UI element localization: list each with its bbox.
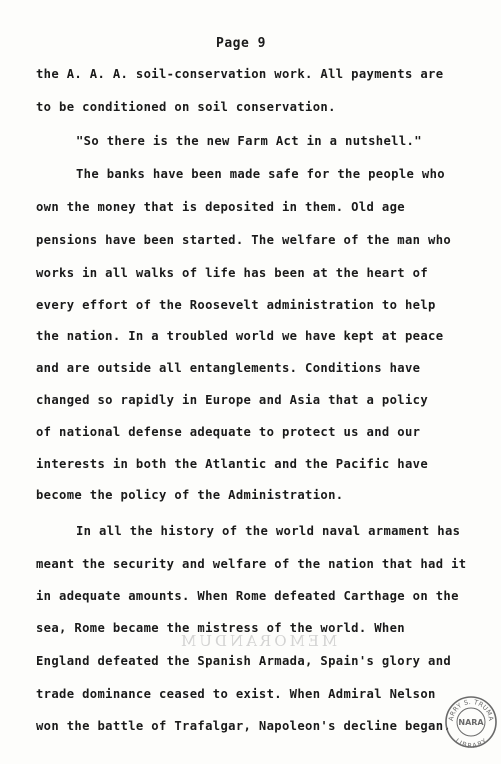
stamp-top-text: ARRY S. TRUMA — [446, 697, 496, 722]
page-number: Page 9 — [216, 36, 266, 51]
text-line: trade dominance ceased to exist. When Admiral Nelson — [36, 687, 436, 701]
text-line: of national defense adequate to protect us and our — [36, 425, 421, 439]
text-line: meant the security and welfare of the nation that had it — [36, 557, 467, 571]
text-line: won the battle of Trafalgar, Napoleon's decline began. — [36, 719, 452, 733]
stamp-center-text: NARA — [458, 718, 484, 727]
text-line: The banks have been made safe for the people who — [76, 167, 445, 181]
library-seal-icon — [444, 695, 498, 749]
text-line: works in all walks of life has been at the heart of — [36, 266, 429, 280]
text-line: England defeated the Spanish Armada, Spain's glory and — [36, 654, 452, 668]
text-line: In all the history of the world naval armament has — [76, 524, 461, 538]
text-line: pensions have been started. The welfare of the man who — [36, 233, 452, 247]
text-line: to be conditioned on soil conservation. — [36, 100, 336, 114]
text-line: sea, Rome became the mistress of the world. When — [36, 621, 405, 635]
text-line: the A. A. A. soil-conservation work. All payments are — [36, 67, 444, 81]
text-line: the nation. In a troubled world we have kept at peace — [36, 329, 444, 343]
text-line: every effort of the Roosevelt administration to help — [36, 298, 436, 312]
stamp-bottom-text: LIBRARY — [453, 736, 489, 749]
truman-library-stamp — [444, 695, 498, 749]
text-line: "So there is the new Farm Act in a nutshell." — [76, 134, 422, 148]
text-line: interests in both the Atlantic and the Pacific have — [36, 457, 429, 471]
text-line: changed so rapidly in Europe and Asia that a policy — [36, 393, 429, 407]
text-line: in adequate amounts. When Rome defeated Carthage on the — [36, 589, 459, 603]
text-line: own the money that is deposited in them. Old age — [36, 200, 405, 214]
text-line: and are outside all entanglements. Conditions have — [36, 361, 421, 375]
memorandum-watermark: MEMORANDUM — [178, 632, 338, 650]
text-line: become the policy of the Administration. — [36, 488, 344, 502]
